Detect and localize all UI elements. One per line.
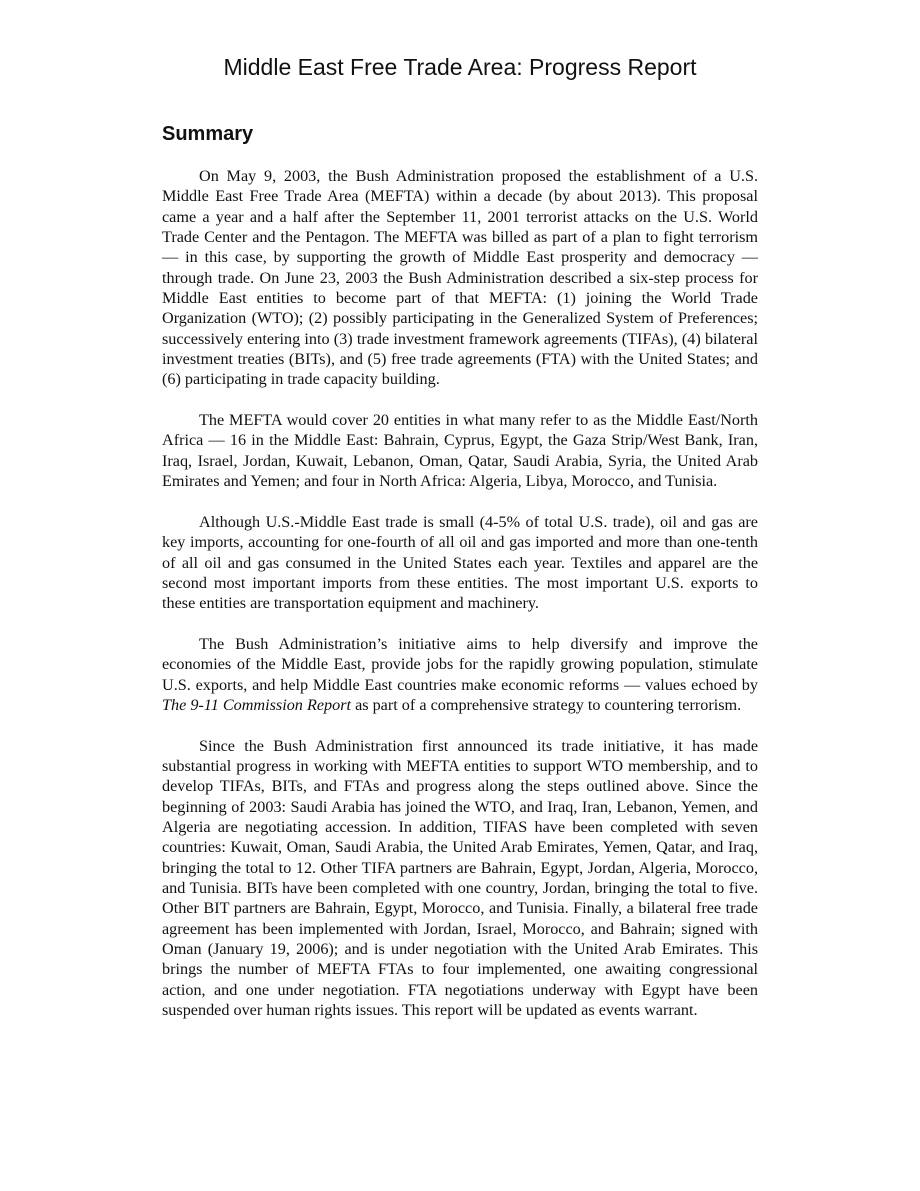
page-title: Middle East Free Trade Area: Progress Report [223,54,697,80]
paragraph-initiative [162,634,758,715]
paragraph-coverage: The MEFTA would cover 20 entities in what many refer to as the Middle East/North Africa — 16 in the Middle East: Bahrain, Cyprus, Egypt, the Gaza Strip/West Bank, Iran, Iraq, Israel, Jordan, Kuwait, Lebanon, Oman, Qatar, Saudi Arabia, Syria, the United Arab Emirates and Yemen; and four in North Africa: Algeria, Libya, Morocco, and Tunisia. [162,411,758,491]
paragraph-proposal: On May 9, 2003, the Bush Administration proposed the establishment of a U.S. Middle East Free Trade Area (MEFTA) within a decade (by about 2013). This proposal came a year and a half after the September 11, 2001 terrorist attacks on the U.S. World Trade Center and the Pentagon. The MEFTA was billed as part of a plan to fight terrorism — in this case, by supporting the growth of Middle East prosperity and democracy — through trade. On June 23, 2003 the Bush Administration described a six-step process for Middle East entities to become part of that MEFTA: (1) joining the World Trade Organization (WTO); (2) possibly participating in the Generalized System of Preferences; successively entering into (3) trade investment framework agreements (TIFAs), (4) bilateral investment treaties (BITs), and (5) free trade agreements (FTA) with the United States; and (6) participating in trade capacity building. [162,167,758,389]
paragraph-initiative-text-start: The Bush Administration’s initiative aims to help diversify and improve the economies of the Middle East, provide jobs for the rapidly growing population, stimulate U.S. exports, and help Middle East countries make economic reforms — values echoed by [162,634,758,694]
paragraph-progress: Since the Bush Administration first announced its trade initiative, it has made substantial progress in working with MEFTA entities to support WTO membership, and to develop TIFAs, BITs, and FTAs and progress along the steps outlined above. Since the beginning of 2003: Saudi Arabia has joined the WTO, and Iraq, Iran, Lebanon, Yemen, and Algeria are negotiating accession. In addition, TIFAS have been completed with seven countries: Kuwait, Oman, Saudi Arabia, the United Arab Emirates, Yemen, Qatar, and Iraq, bringing the total to 12. Other TIFA partners are Bahrain, Egypt, Jordan, Algeria, Morocco, and Tunisia. BITs have been completed with one country, Jordan, bringing the total to five. Other BIT partners are Bahrain, Egypt, Morocco, and Tunisia. Finally, a bilateral free trade agreement has been implemented with Jordan, Israel, Morocco, and Bahrain; signed with Oman (January 19, 2006); and is under negotiation with the United Arab Emirates. This brings the number of MEFTA FTAs to four implemented, one awaiting congressional action, and one under negotiation. FTA negotiations underway with Egypt have been suspended over human rights issues. This report will be updated as events warrant. [162,736,758,1020]
summary-body [162,166,758,1020]
commission-report-title: The 9-11 Commission Report [162,695,352,714]
paragraph-trade: Although U.S.-Middle East trade is small (4-5% of total U.S. trade), oil and gas are key imports, accounting for one-fourth of all oil and gas imported and more than one-tenth of all oil and gas consumed in the United States each year. Textiles and apparel are the second most important imports from these entities. The most important U.S. exports to these entities are transportation equipment and machinery. [162,512,758,613]
paragraph-initiative-text-end: as part of a comprehensive strategy to countering terrorism. [351,695,742,714]
section-heading-summary: Summary [162,123,254,145]
